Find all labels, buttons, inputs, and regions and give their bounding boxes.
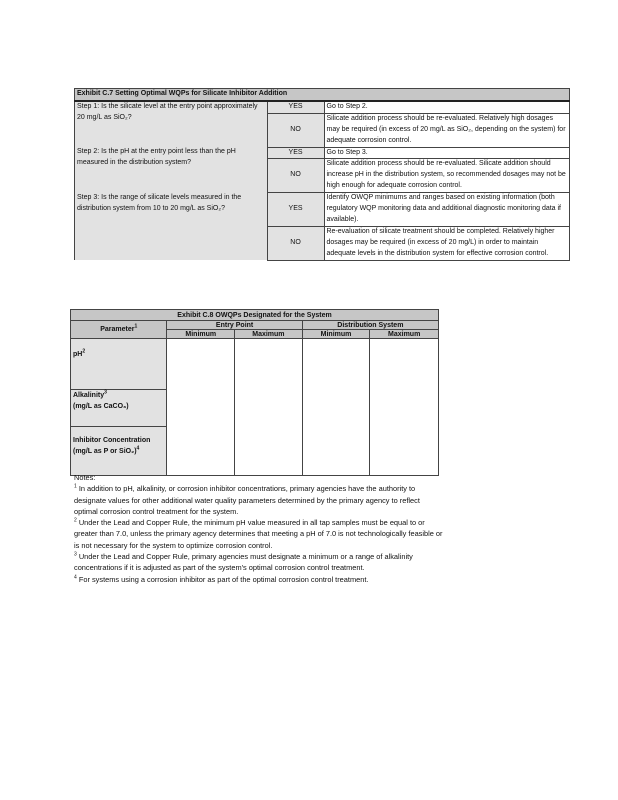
step2-yes: YES [267, 147, 324, 159]
param-inhibitor-unit: (mg/L as P or SiO₂) [73, 448, 137, 455]
notes-heading: Notes: [74, 473, 96, 482]
param-inhibitor [71, 427, 167, 476]
param-ph-label: pH [73, 351, 83, 358]
step3-question: Step 3: Is the range of silicate levels measured in the distribution system from 10 to 20 mg/L as SiO₂? [75, 193, 268, 260]
dist-max-cell[interactable] [370, 339, 439, 476]
step1-question: Step 1: Is the silicate level at the entry point approximately 20 mg/L as SiO₂? [75, 101, 268, 147]
param-alkalinity-label: Alkalinity [73, 392, 105, 399]
exhibit-c8-header-row [71, 321, 439, 330]
step1-no: NO [267, 113, 324, 147]
entry-min-cell[interactable] [167, 339, 235, 476]
note-4-num: 4 [74, 574, 77, 581]
step3-yes-row [75, 193, 570, 227]
exhibit-c7-title-row [75, 89, 570, 101]
entry-min-header: Minimum [167, 330, 235, 339]
param-alkalinity-unit: (mg/L as CaCO₃) [73, 403, 129, 410]
step2-yes-action: Go to Step 3. [324, 147, 570, 159]
note-3-num: 3 [74, 551, 77, 558]
note-1 [74, 483, 444, 517]
param-alkalinity [71, 390, 167, 427]
notes-section [74, 472, 444, 585]
exhibit-c8-title: Exhibit C.8 OWQPs Designated for the System [71, 310, 439, 321]
note-2 [74, 517, 444, 551]
entry-point-header: Entry Point [167, 321, 302, 330]
parameter-header-text: Parameter [100, 326, 135, 333]
exhibit-c8-table [70, 309, 439, 476]
note-3-text: Under the Lead and Copper Rule, primary agencies must designate a minimum or a range of alkalinity concentrations if it is adjusted as part of the system's optimal corrosion control treatment. [74, 552, 413, 573]
exhibit-c7-title: Exhibit C.7 Setting Optimal WQPs for Silicate Inhibitor Addition [75, 89, 570, 101]
note-3 [74, 551, 444, 574]
step2-no: NO [267, 159, 324, 193]
parameter-header [71, 321, 167, 339]
exhibit-c7-table [74, 88, 570, 261]
step1-no-action: Silicate addition process should be re-evaluated. Relatively high dosages may be required (in excess of 20 mg/L as SiO₂, depending on the system) for adequate corrosion control. [324, 113, 570, 147]
parameter-footnote-ref: 1 [134, 323, 138, 330]
param-ph-footnote: 2 [82, 348, 86, 355]
dist-max-header: Maximum [370, 330, 439, 339]
step3-no: NO [267, 226, 324, 260]
exhibit-c8-title-row [71, 310, 439, 321]
note-1-num: 1 [74, 483, 77, 490]
note-2-text: Under the Lead and Copper Rule, the minimum pH value measured in all tap samples must be equal to or greater than 7.0, unless the primary agency determines that meeting a pH of 7.0 is not technologically feasible or is not necessary for the system to optimize corrosion control. [74, 518, 443, 550]
step3-no-action: Re-evaluation of silicate treatment should be completed. Relatively higher dosages may be required (in excess of 20 mg/L) in order to maintain adequate levels in the distribution system for effective corrosion control. [324, 226, 570, 260]
note-1-text: In addition to pH, alkalinity, or corrosion inhibitor concentrations, primary agencies have the authority to designate values for other additional water quality parameters determined by the primary agency to reflect optimal corrosion control treatment for the system. [74, 484, 420, 516]
param-inhibitor-footnote: 4 [136, 445, 140, 452]
step2-yes-row [75, 147, 570, 159]
step1-yes-action: Go to Step 2. [324, 101, 570, 113]
dist-min-cell[interactable] [302, 339, 370, 476]
note-4 [74, 574, 444, 585]
step3-yes: YES [267, 193, 324, 227]
param-alkalinity-footnote: 3 [104, 389, 107, 396]
entry-max-cell[interactable] [235, 339, 303, 476]
step2-no-action: Silicate addition process should be re-evaluated. Silicate addition should increase pH in the distribution system, so recommended dosages may not be high enough for adequate corrosion control. [324, 159, 570, 193]
step3-yes-action: Identify OWQP minimums and ranges based on existing information (both regulatory WQP monitoring data and additional diagnostic monitoring data if available). [324, 193, 570, 227]
step1-yes-row [75, 101, 570, 113]
param-ph [71, 339, 167, 390]
distribution-system-header: Distribution System [302, 321, 438, 330]
dist-min-header: Minimum [302, 330, 370, 339]
note-2-num: 2 [74, 517, 77, 524]
note-4-text: For systems using a corrosion inhibitor as part of the optimal corrosion control treatment. [78, 574, 369, 584]
step2-question: Step 2: Is the pH at the entry point less than the pH measured in the distribution system? [75, 147, 268, 193]
param-inhibitor-label: Inhibitor Concentration [73, 437, 151, 444]
step1-yes: YES [267, 101, 324, 113]
param-row-ph [71, 339, 439, 390]
entry-max-header: Maximum [235, 330, 303, 339]
